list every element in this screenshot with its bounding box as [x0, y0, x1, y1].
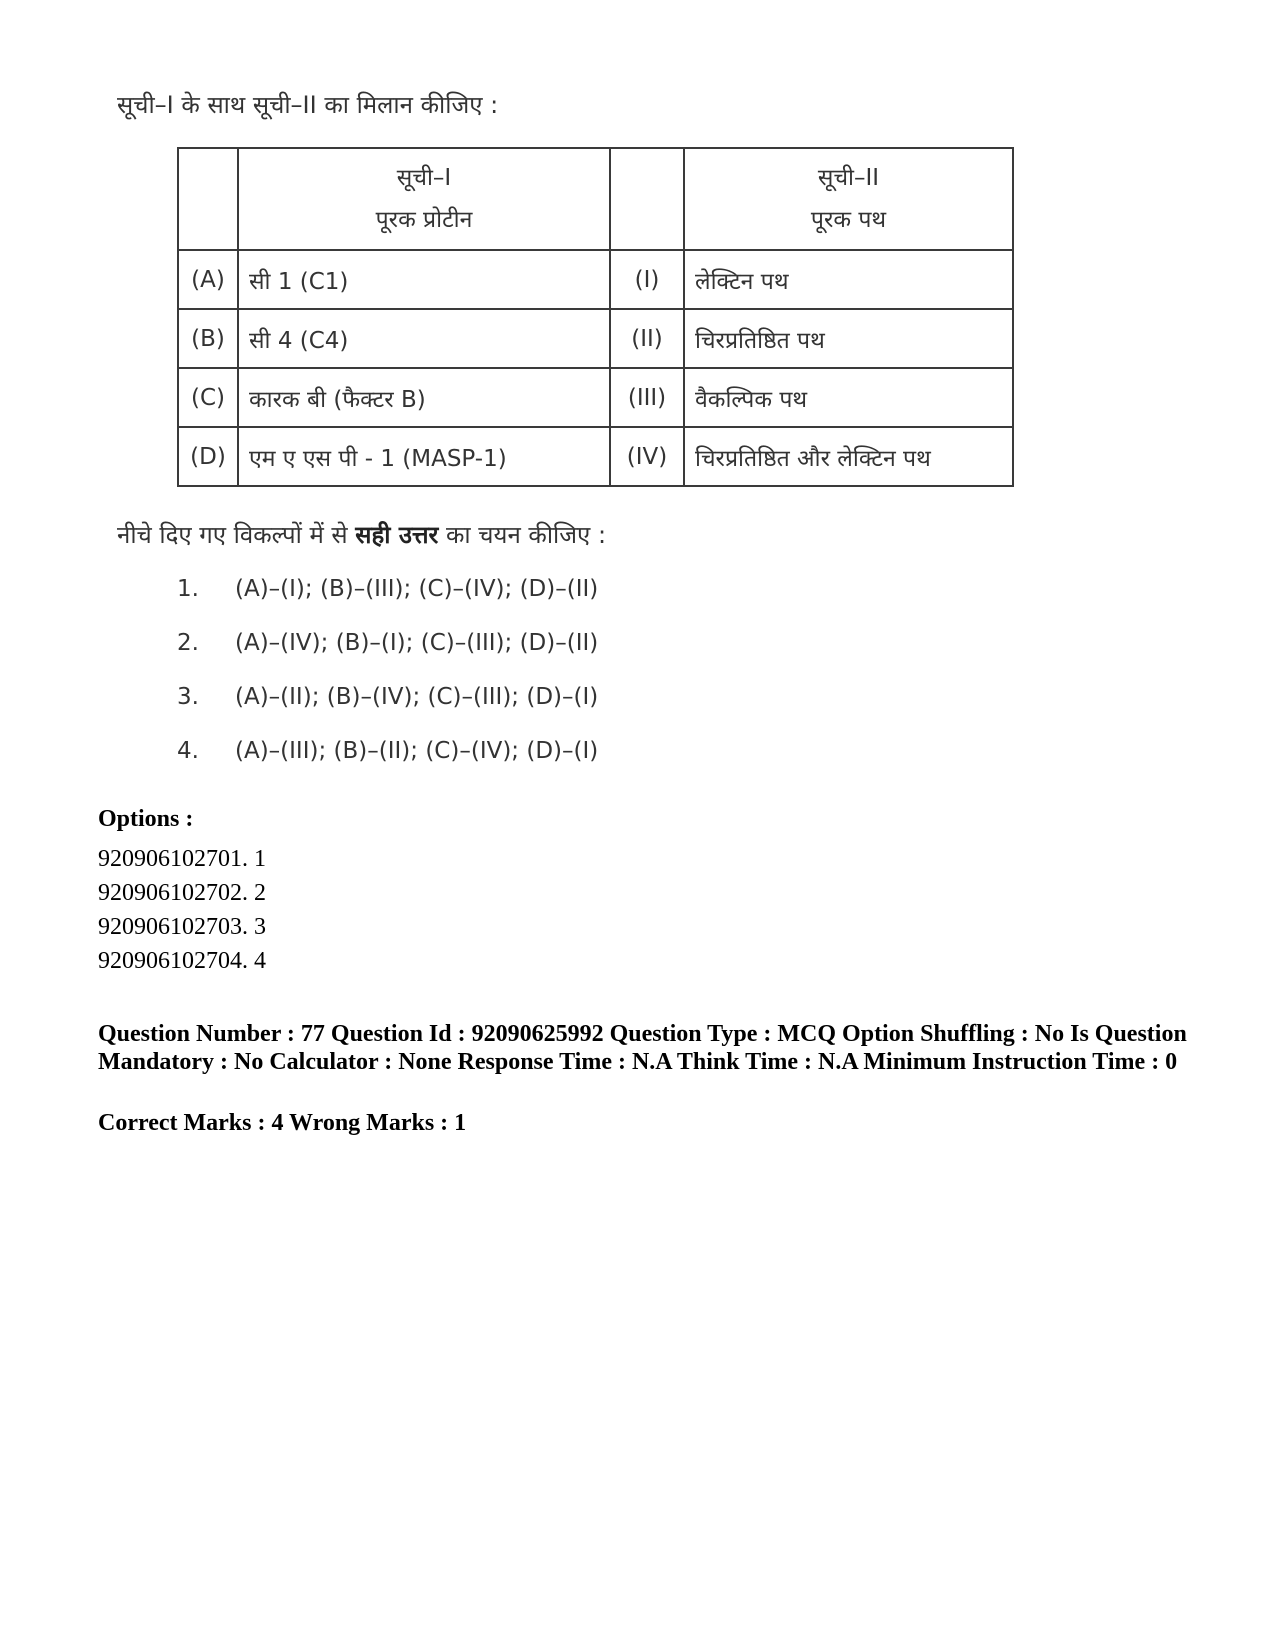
answer-number: 2. [177, 630, 199, 656]
right-text: चिरप्रतिष्ठित पथ [684, 309, 1013, 368]
right-text: वैकल्पिक पथ [684, 368, 1013, 427]
answer-number: 4. [177, 738, 199, 764]
right-label: (I) [610, 250, 684, 309]
right-label: (II) [610, 309, 684, 368]
choose-prefix: नीचे दिए गए विकल्पों में से [117, 521, 356, 549]
list2-header: सूची–II [817, 165, 880, 191]
right-label: (III) [610, 368, 684, 427]
list2-header-cell [684, 148, 1013, 250]
question-meta: Question Number : 77 Question Id : 92090625992 Question Type : MCQ Option Shuffling : No Is Question Mandatory : No Calculator : None Response Time : N.A Think Time : N.A Minimum Instruction Time : 0 [98, 1021, 1187, 1075]
right-label: (IV) [610, 427, 684, 486]
answer-text: (A)–(I); (B)–(III); (C)–(IV); (D)–(II) [235, 576, 599, 602]
answer-number: 3. [177, 684, 199, 710]
choose-suffix: का चयन कीजिए : [438, 521, 607, 549]
table-row [178, 250, 1013, 309]
table-row [178, 368, 1013, 427]
right-text: चिरप्रतिष्ठित और लेक्टिन पथ [684, 427, 1013, 486]
choose-bold: सही उत्तर [355, 521, 439, 549]
left-text: सी 1 (C1) [238, 250, 610, 309]
right-text: लेक्टिन पथ [684, 250, 1013, 309]
answer-text: (A)–(II); (B)–(IV); (C)–(III); (D)–(I) [235, 684, 599, 710]
table-header-row [178, 148, 1013, 250]
option-item-3: 920906102703. 3 [98, 914, 266, 940]
left-text: कारक बी (फैक्टर B) [238, 368, 610, 427]
left-label: (A) [178, 250, 238, 309]
table-row [178, 309, 1013, 368]
list1-header: सूची–I [396, 165, 452, 191]
table-row [178, 427, 1013, 486]
header-empty-cell-2 [610, 148, 684, 250]
choose-instruction [117, 518, 606, 551]
option-item-1: 920906102701. 1 [98, 846, 266, 872]
match-table [177, 147, 1014, 487]
left-text: एम ए एस पी - 1 (MASP-1) [238, 427, 610, 486]
options-title: Options : [98, 806, 194, 832]
option-item-2: 920906102702. 2 [98, 880, 266, 906]
list1-header-cell [238, 148, 610, 250]
answer-text: (A)–(IV); (B)–(I); (C)–(III); (D)–(II) [235, 630, 599, 656]
header-empty-cell-1 [178, 148, 238, 250]
match-instruction: सूची–I के साथ सूची–II का मिलान कीजिए : [117, 91, 499, 119]
option-item-4: 920906102704. 4 [98, 948, 266, 974]
question-marks: Correct Marks : 4 Wrong Marks : 1 [98, 1110, 467, 1136]
left-text: सी 4 (C4) [238, 309, 610, 368]
options-list [98, 842, 266, 978]
answer-text: (A)–(III); (B)–(II); (C)–(IV); (D)–(I) [235, 738, 599, 764]
list2-subheader: पूरक पथ [810, 207, 887, 233]
answer-number: 1. [177, 576, 199, 602]
list1-subheader: पूरक प्रोटीन [375, 207, 473, 233]
left-label: (D) [178, 427, 238, 486]
left-label: (B) [178, 309, 238, 368]
left-label: (C) [178, 368, 238, 427]
